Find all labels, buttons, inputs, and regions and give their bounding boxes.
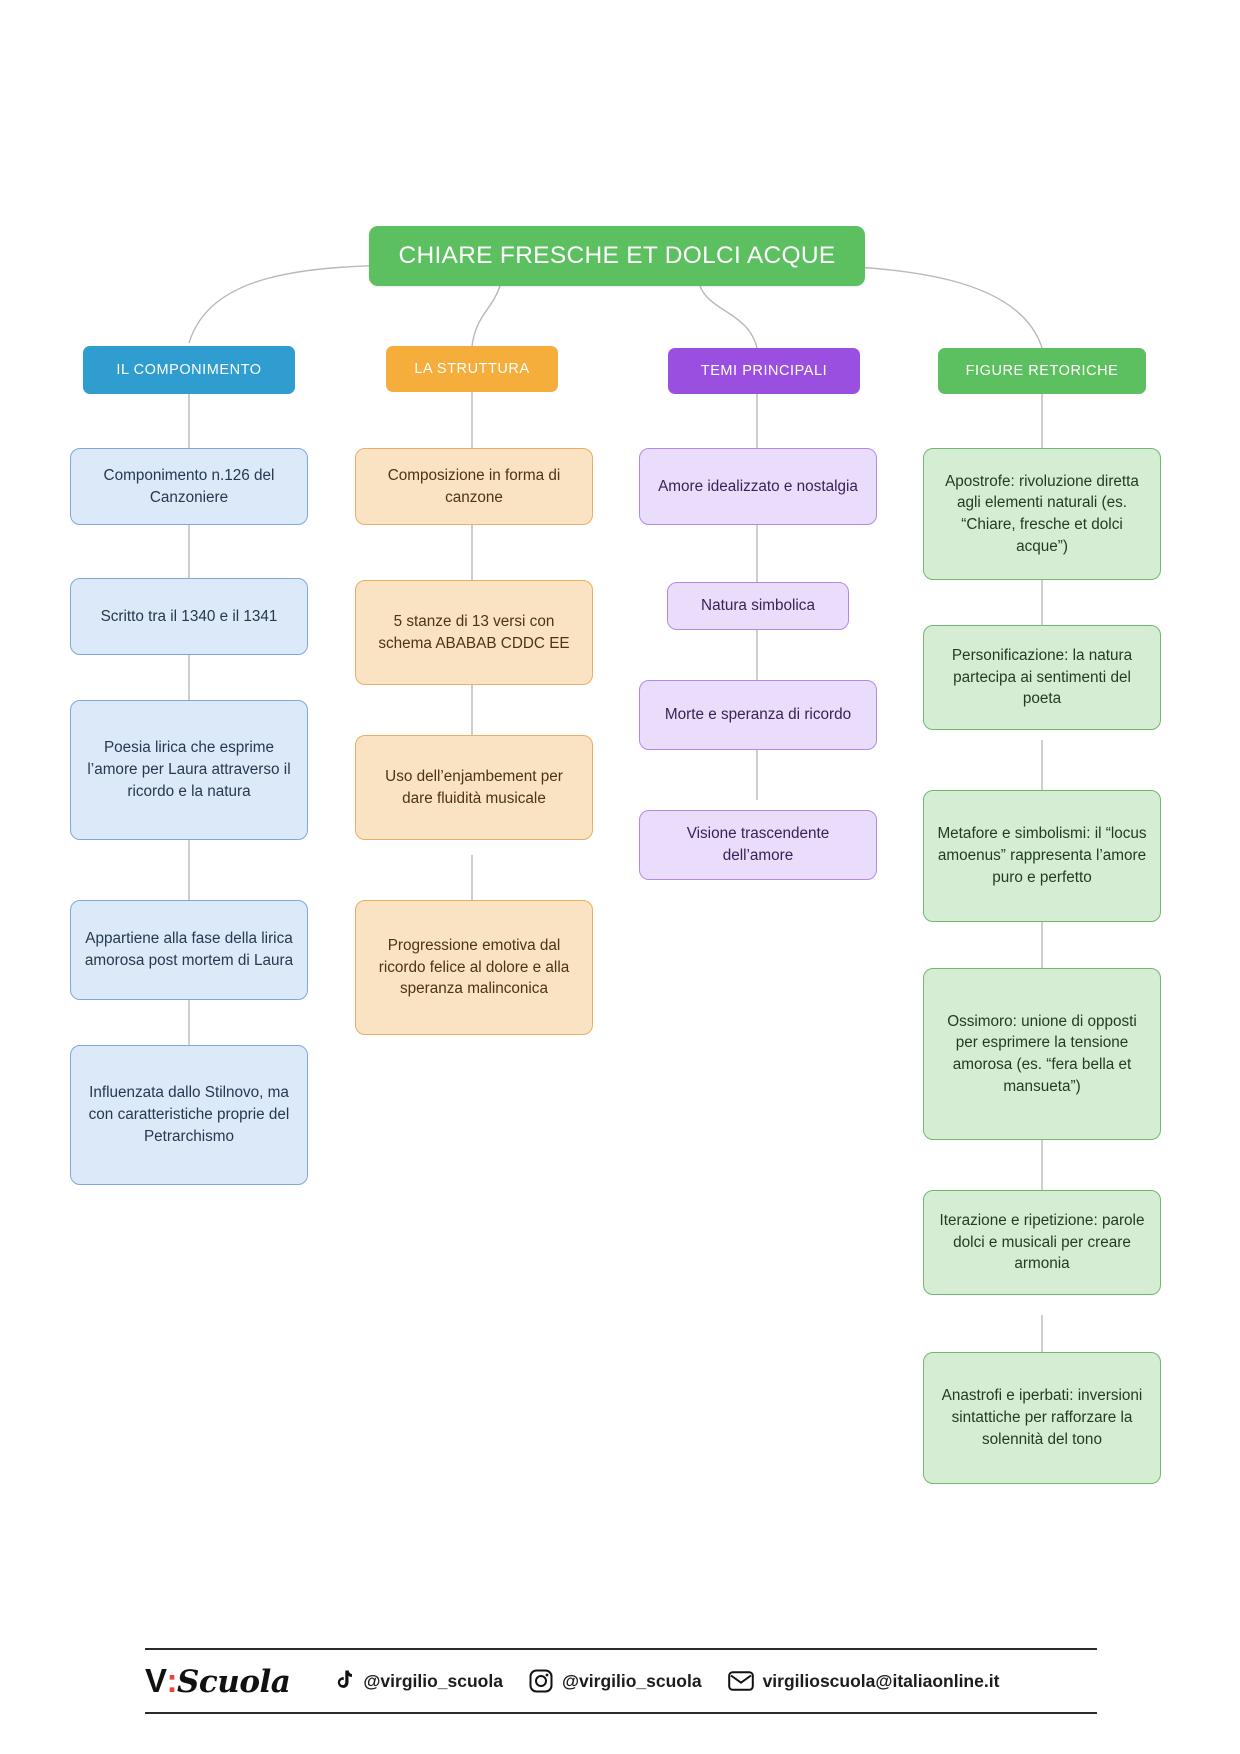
tiktok-handle: @virgilio_scuola [363, 1670, 503, 1691]
category-temi-principali[interactable] [668, 348, 860, 394]
node-text: Natura simbolica [701, 597, 815, 615]
node-text: Poesia lirica che esprime l’amore per Laura attraverso il ricordo e la natura [87, 739, 291, 800]
node-temi-2[interactable] [667, 582, 849, 630]
node-componimento-5[interactable] [70, 1045, 308, 1185]
category-label: FIGURE RETORICHE [965, 362, 1119, 379]
node-text: Appartiene alla fase della lirica amorosa post mortem di Laura [84, 930, 294, 969]
node-text: Morte e speranza di ricordo [664, 706, 852, 724]
root-label: CHIARE FRESCHE ET DOLCI ACQUE [398, 241, 836, 269]
node-figure-3[interactable] [923, 790, 1161, 922]
category-la-struttura[interactable] [386, 346, 558, 392]
node-text: Progressione emotiva dal ricordo felice al dolore e alla speranza malinconica [378, 936, 570, 998]
node-text: Personificazione: la natura partecipa ai sentimenti del poeta [951, 646, 1133, 708]
node-componimento-4[interactable] [70, 900, 308, 1000]
node-figure-1[interactable] [923, 448, 1161, 580]
node-text: Uso dell’enjambement per dare fluidità musicale [385, 767, 563, 807]
node-struttura-3[interactable] [355, 735, 593, 840]
mail-icon [728, 1670, 754, 1692]
node-text: Visione trascendente dell’amore [686, 825, 830, 864]
node-text: Scritto tra il 1340 e il 1341 [100, 607, 278, 625]
brand-logo [145, 1662, 290, 1700]
node-figure-5[interactable] [923, 1190, 1161, 1295]
category-label: IL COMPONIMENTO [116, 361, 262, 378]
footer-tiktok[interactable] [332, 1669, 503, 1693]
footer [145, 1650, 1097, 1712]
category-il-componimento[interactable] [83, 346, 295, 394]
node-text: Ossimoro: unione di opposti per esprimere la tensione amorosa (es. “fera bella et mansueta”) [947, 1012, 1137, 1095]
brand-dot: : [166, 1662, 178, 1699]
instagram-icon [529, 1669, 553, 1693]
node-figure-6[interactable] [923, 1352, 1161, 1484]
brand-name: Scuola [177, 1664, 291, 1700]
brand-v: V [145, 1662, 167, 1699]
footer-email[interactable] [728, 1670, 1000, 1692]
footer-bottom-divider [145, 1712, 1097, 1714]
node-struttura-4[interactable] [355, 900, 593, 1035]
node-componimento-3[interactable] [70, 700, 308, 840]
node-figure-4[interactable] [923, 968, 1161, 1140]
email-address: virgilioscuola@italiaonline.it [762, 1670, 1000, 1691]
node-struttura-2[interactable] [355, 580, 593, 685]
node-text: Amore idealizzato e nostalgia [658, 477, 858, 495]
instagram-handle: @virgilio_scuola [561, 1670, 702, 1691]
node-text: Composizione in forma di canzone [387, 466, 561, 506]
node-text: Metafore e simbolismi: il “locus amoenus” rappresenta l’amore puro e perfetto [937, 825, 1147, 886]
node-text: Componimento n.126 del Canzoniere [103, 466, 275, 506]
node-text: 5 stanze di 13 versi con schema ABABAB CDDC EE [378, 612, 570, 652]
node-struttura-1[interactable] [355, 448, 593, 525]
category-figure-retoriche[interactable] [938, 348, 1146, 394]
node-text: Anastrofi e iperbati: inversioni sintattiche per rafforzare la solennità del tono [941, 1387, 1143, 1448]
root-node[interactable] [369, 226, 865, 286]
node-text: Iterazione e ripetizione: parole dolci e musicali per creare armonia [939, 1211, 1145, 1273]
node-temi-1[interactable] [639, 448, 877, 525]
category-label: TEMI PRINCIPALI [700, 362, 828, 379]
tiktok-icon [332, 1669, 354, 1693]
node-componimento-2[interactable] [70, 578, 308, 655]
node-figure-2[interactable] [923, 625, 1161, 730]
node-temi-4[interactable] [639, 810, 877, 880]
node-text: Influenzata dallo Stilnovo, ma con caratteristiche proprie del Petrarchismo [88, 1084, 290, 1145]
node-temi-3[interactable] [639, 680, 877, 750]
node-text: Apostrofe: rivoluzione diretta agli elementi naturali (es. “Chiare, fresche et dolci acque”) [945, 472, 1139, 555]
category-label: LA STRUTTURA [414, 360, 530, 377]
footer-instagram[interactable] [529, 1669, 702, 1693]
node-componimento-1[interactable] [70, 448, 308, 525]
